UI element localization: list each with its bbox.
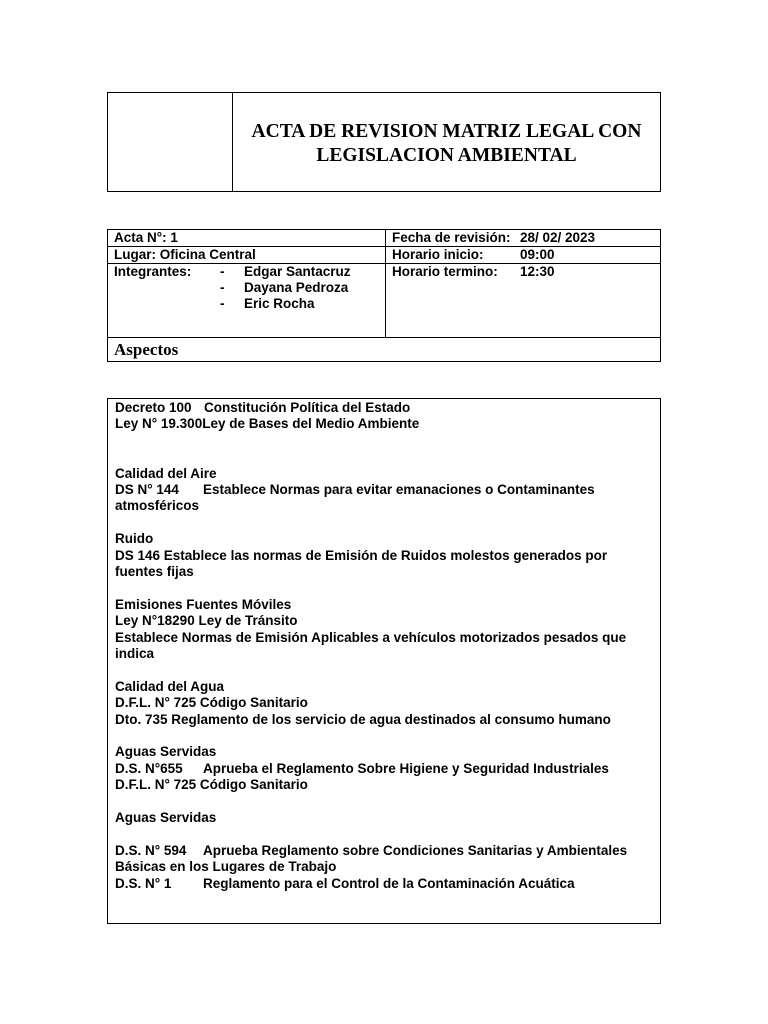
content-line: atmosféricos — [115, 498, 200, 514]
document-header — [107, 92, 661, 192]
section-title: Emisiones Fuentes Móviles — [115, 596, 292, 612]
content-line: Básicas en los Lugares de Trabajo — [115, 859, 337, 875]
content-line: D.S. N° 594 Aprueba Reglamento sobre Condiciones Sanitarias y Ambientales — [115, 842, 628, 858]
content-line: Ley N°18290 Ley de Tránsito — [115, 613, 298, 629]
section-title: Aguas Servidas — [115, 810, 217, 826]
acta-info-table — [107, 229, 661, 362]
fecha-label: Fecha de revisión: — [392, 230, 511, 245]
section-title: Ruido — [115, 531, 154, 547]
inicio-cell — [386, 247, 661, 264]
list-item: - Dayana Pedroza — [220, 280, 349, 295]
lugar: Lugar: Oficina Central — [108, 247, 386, 264]
termino-label: Horario termino: — [392, 264, 498, 279]
section-title: Calidad del Aire — [115, 465, 217, 481]
document-title — [233, 93, 660, 191]
content-line: Decreto 100 Constitución Política del Estado — [115, 400, 411, 415]
title-line-1: ACTA DE REVISION MATRIZ LEGAL CON — [251, 121, 642, 142]
content-line: D.S. N° 1 Reglamento para el Control de la Contaminación Acuática — [115, 875, 575, 891]
content-line: DS N° 144 Establece Normas para evitar emanaciones o Contaminantes — [115, 482, 595, 497]
content-line: Dto. 735 Reglamento de los servicio de agua destinados al consumo humano — [115, 711, 611, 727]
termino-cell — [386, 264, 661, 338]
content-line: D.F.L. N° 725 Código Sanitario — [115, 777, 308, 793]
title-line-2: LEGISLACION AMBIENTAL — [316, 145, 577, 166]
integrantes-label: Integrantes: — [114, 264, 192, 279]
content-line: Establece Normas de Emisión Aplicables a vehículos motorizados pesados que — [115, 629, 627, 645]
legal-content — [107, 398, 661, 924]
fecha-cell — [386, 230, 661, 247]
members-list — [220, 264, 351, 312]
fecha-value: 28/ 02/ 2023 — [520, 230, 596, 245]
inicio-label: Horario inicio: — [392, 247, 484, 262]
list-item: - Edgar Santacruz — [220, 264, 351, 279]
integrantes-cell — [108, 264, 386, 338]
content-line: Ley N° 19.300Ley de Bases del Medio Ambiente — [115, 416, 420, 432]
acta-number: Acta N°: 1 — [108, 230, 386, 247]
content-line: indica — [115, 646, 155, 662]
logo-placeholder — [108, 93, 233, 191]
inicio-value: 09:00 — [520, 247, 555, 262]
content-line: DS 146 Establece las normas de Emisión de Ruidos molestos generados por — [115, 547, 608, 563]
termino-value: 12:30 — [520, 264, 555, 279]
section-title: Aguas Servidas — [115, 744, 217, 760]
content-line: D.F.L. N° 725 Código Sanitario — [115, 695, 308, 711]
content-line: D.S. N°655 Aprueba el Reglamento Sobre Higiene y Seguridad Industriales — [115, 760, 609, 776]
list-item: - Eric Rocha — [220, 296, 315, 311]
aspectos-heading: Aspectos — [108, 338, 661, 362]
section-title: Calidad del Agua — [115, 678, 225, 694]
content-line: fuentes fijas — [115, 564, 194, 580]
